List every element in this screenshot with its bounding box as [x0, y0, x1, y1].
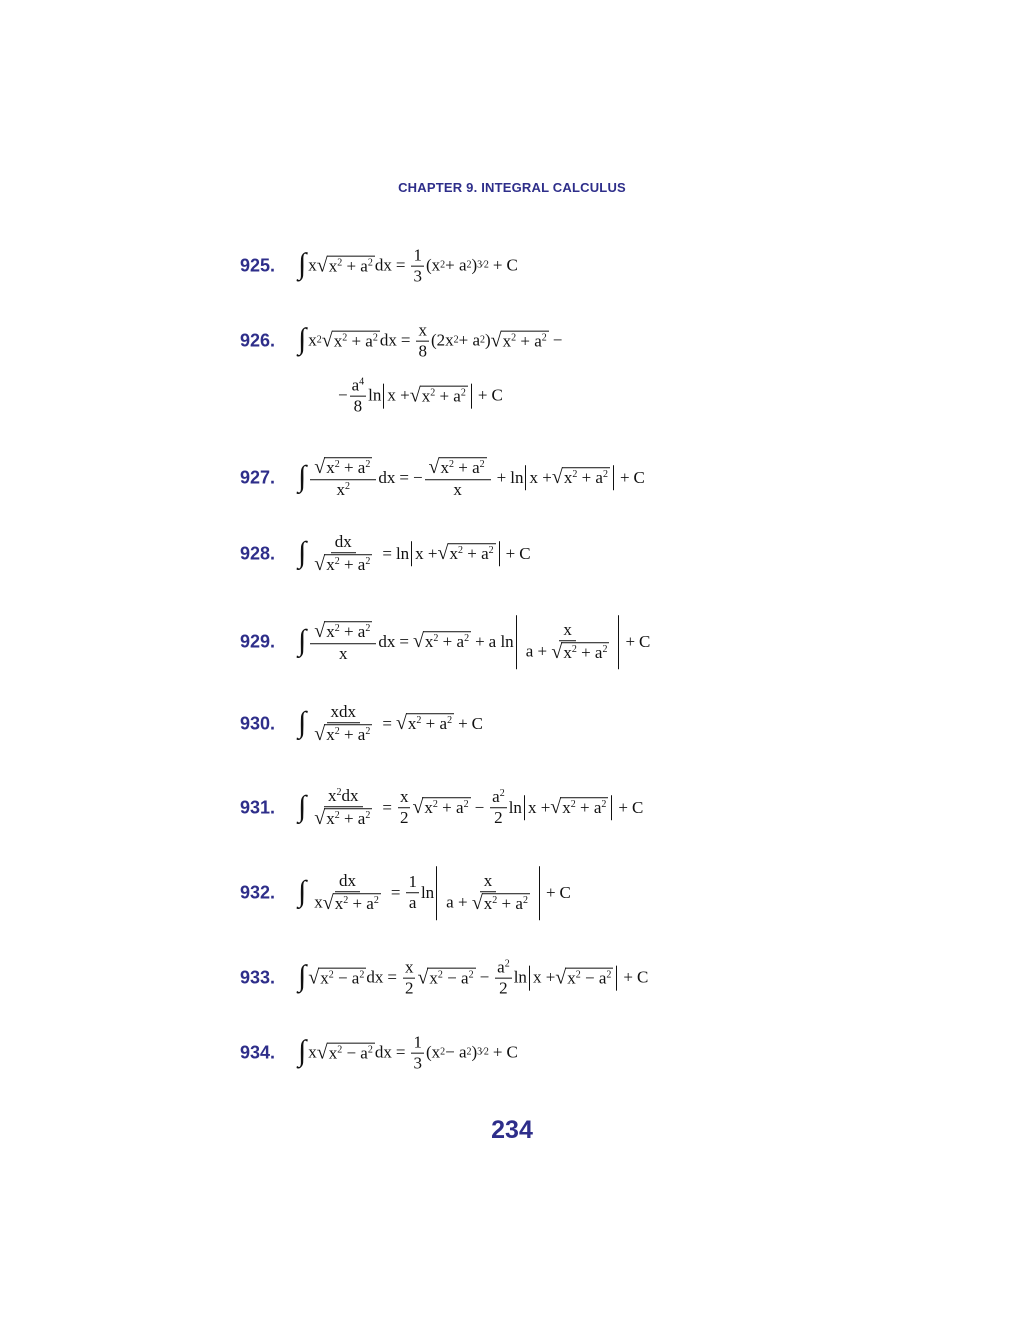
formula-number: 929.: [240, 631, 276, 652]
formula-expression: ∫ $x^2dx$ √ $x^2 + a^2$ = $\frac{x}{2}$ √ $x^2 + a^2$ − $\frac{a^2}{2}$ ln x + √ $x^2 + a^2$ + C: [298, 786, 644, 830]
formula-number: 933.: [240, 967, 276, 988]
formula-number: 925.: [240, 255, 276, 276]
formula-expression: ∫ dx x √ $x^2 + a^2$ = $\frac{1}{a}$ ln x a + √ $x^2 + a^2$ + C: [298, 866, 571, 920]
formula-expression: ∫ √ $x^2 + a^2$ $x^2$ dx = − √ $x^2 + a^2$ x + ln x + √ $x^2 + a^2$ + C: [298, 456, 645, 499]
formula-expression: ∫ √ $x^2 - a^2$ dx = $\frac{x}{2}$ √ $x^2 - a^2$ − $\frac{a^2}{2}$ ln x + √ $x^2 - a^2$ + C: [298, 957, 649, 998]
page-number: 234: [491, 1116, 533, 1144]
formula-number: 934.: [240, 1042, 276, 1063]
formula-expression: ∫ x √ $x^2 + a^2$ dx = $\frac{1}{3}$ (x 2 + a 2 ) 3⁄2 + C: [298, 245, 518, 286]
chapter-header: CHAPTER 9. INTEGRAL CALCULUS: [398, 180, 626, 195]
formula-expression: ∫ x 2 √ $x^2 + a^2$ dx = $\frac{x}{8}$ (2x 2 + a 2 ) √ $x^2 + a^2$ −: [298, 320, 563, 361]
formula-expression: ∫ √ $x^2 + a^2$ x dx = √ $x^2 + a^2$ + a ln x a + √ $x^2 + a^2$ + C: [298, 615, 650, 669]
formula-number: 932.: [240, 882, 276, 903]
formula-expression: ∫ x √ $x^2 - a^2$ dx = $\frac{1}{3}$ (x 2 − a 2 ) 3⁄2 + C: [298, 1032, 518, 1073]
formula-expression: ∫ xdx √ $x^2 + a^2$ = √ $x^2 + a^2$ + C: [298, 702, 483, 746]
formula-number: 931.: [240, 797, 276, 818]
formula-expression-continued: − $a^4$ 8 ln x + √ $x^2 + a^2$ + C: [338, 375, 503, 416]
formula-expression: ∫ dx √ $x^2 + a^2$ = ln x + √ $x^2 + a^2$ + C: [298, 532, 531, 576]
formula-number: 930.: [240, 713, 276, 734]
formula-number: 928.: [240, 543, 276, 564]
formula-number: 926.: [240, 330, 276, 351]
formula-number: 927.: [240, 467, 276, 488]
